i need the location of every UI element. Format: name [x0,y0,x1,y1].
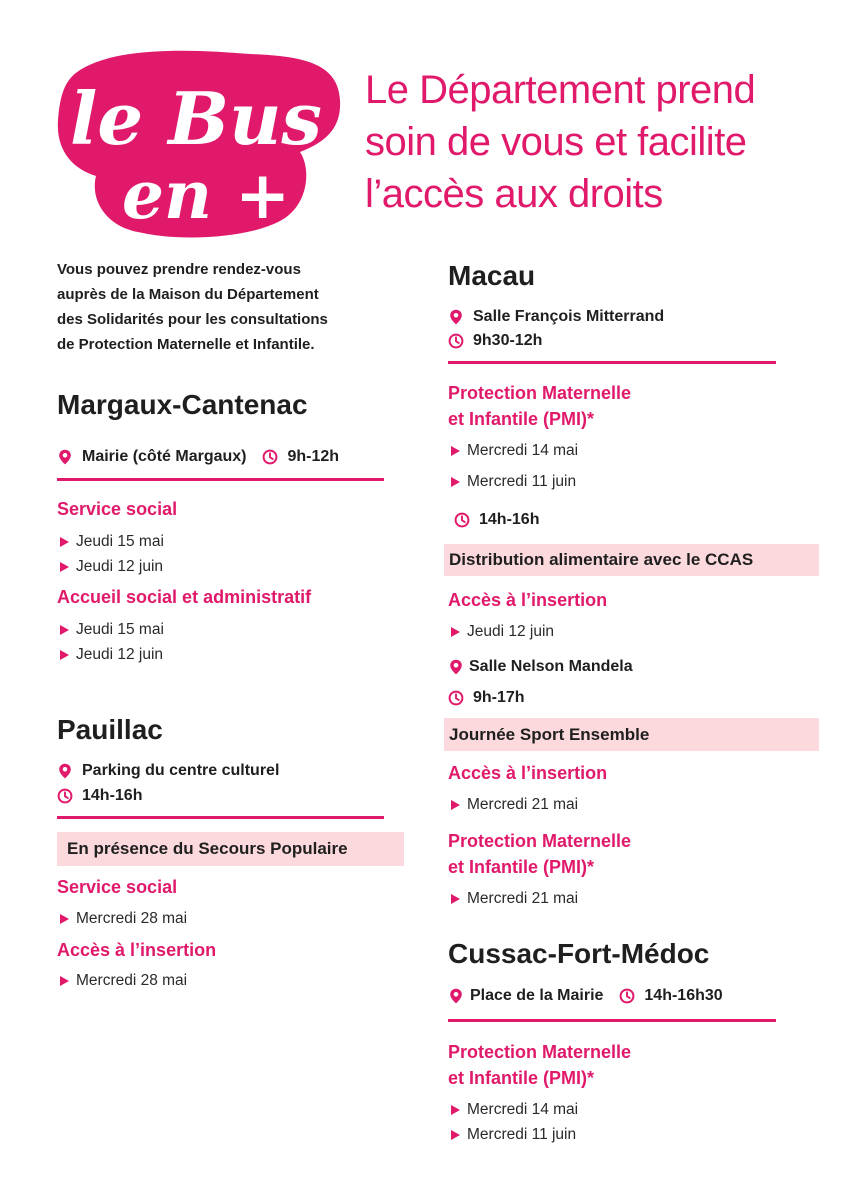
location-line-macau [448,308,664,326]
map-pin-icon [448,309,464,325]
date-item: Mercredi 21 mai [448,796,578,814]
map-pin-icon [448,659,464,675]
headline-line: Le Département prend [365,68,756,112]
highlight-banner: Distribution alimentaire avec le CCAS [444,544,819,576]
triangle-bullet-icon [60,562,69,572]
logo-line1: le Bus [70,76,322,161]
location-line-macau-2 [448,658,633,676]
triangle-bullet-icon [451,477,460,487]
clock-icon [57,788,73,804]
clock-icon [619,988,635,1004]
intro-line: des Solidarités pour les consultations [57,311,328,328]
hours-line-macau-2 [448,689,525,707]
date-item: Mercredi 21 mai [448,890,578,908]
service-title: Accueil social et administratif [57,587,312,607]
intro-text [57,257,387,357]
clock-icon [448,690,464,706]
triangle-bullet-icon [60,537,69,547]
date-item: Mercredi 11 juin [448,1126,576,1144]
date-item: Mercredi 28 mai [57,972,187,990]
intro-line: auprès de la Maison du Département [57,286,319,303]
date-item: Jeudi 12 juin [448,623,554,641]
date-item: Mercredi 28 mai [57,910,187,928]
clock-icon [454,512,470,528]
headline-line: l’accès aux droits [365,172,663,216]
location-name: Parking du centre culturel [82,762,280,779]
logo-line2: en + [122,156,291,234]
date-item: Jeudi 12 juin [57,558,163,576]
location-line-cussac [448,987,723,1005]
triangle-bullet-icon [451,446,460,456]
date-item: Jeudi 15 mai [57,533,164,551]
opening-hours: 14h-16h [82,787,143,804]
opening-hours: 9h30-12h [473,332,543,349]
triangle-bullet-icon [60,650,69,660]
opening-hours: 9h-12h [287,448,340,465]
town-title-cussac: Cussac-Fort-Médoc [448,938,710,969]
date-item: Mercredi 11 juin [448,473,576,491]
triangle-bullet-icon [60,625,69,635]
divider [57,816,384,819]
triangle-bullet-icon [451,1105,460,1115]
location-name: Place de la Mairie [470,987,604,1004]
divider [57,478,384,481]
service-title: Protection Maternelle et Infantile (PMI)* [448,1042,632,1088]
location-name: Salle François Mitterrand [473,308,665,325]
service-title: Accès à l’insertion [448,590,608,610]
hours-line-macau-afternoon [454,511,539,529]
clock-icon [262,449,278,465]
divider [448,1019,776,1022]
location-name: Mairie (côté Margaux) [82,448,247,465]
map-pin-icon [57,763,73,779]
date-item: Jeudi 12 juin [57,646,163,664]
triangle-bullet-icon [451,894,460,904]
triangle-bullet-icon [60,914,69,924]
map-pin-icon [57,449,73,465]
map-pin-icon [448,988,464,1004]
service-title: Protection Maternelle et Infantile (PMI)* [448,383,632,429]
town-title-macau: Macau [448,260,536,291]
highlight-banner: En présence du Secours Populaire [57,832,404,866]
opening-hours: 9h-17h [473,689,525,706]
intro-line: Vous pouvez prendre rendez-vous [57,261,301,278]
service-title: Accès à l’insertion [57,940,217,960]
date-item: Mercredi 14 mai [448,1101,578,1119]
clock-icon [448,333,464,349]
triangle-bullet-icon [451,1130,460,1140]
headline-line: soin de vous et facilite [365,120,747,164]
date-item: Mercredi 14 mai [448,442,578,460]
divider [448,361,776,364]
triangle-bullet-icon [451,800,460,810]
triangle-bullet-icon [60,976,69,986]
town-title-pauillac: Pauillac [57,714,163,745]
bus-logo [50,40,350,245]
service-title: Protection Maternelle et Infantile (PMI)* [448,831,632,877]
headline [365,64,825,220]
triangle-bullet-icon [451,627,460,637]
service-title: Service social [57,499,178,519]
date-item: Jeudi 15 mai [57,621,164,639]
service-title: Service social [57,877,178,897]
town-title-margaux: Margaux-Cantenac [57,389,308,420]
bus-logo-graphic [50,40,350,245]
intro-line: de Protection Maternelle et Infantile. [57,336,315,353]
location-line-margaux [57,448,339,466]
location-line-pauillac [57,762,279,780]
highlight-banner: Journée Sport Ensemble [444,718,819,751]
opening-hours: 14h-16h [479,511,540,528]
service-title: Accès à l’insertion [448,763,608,783]
opening-hours: 14h-16h30 [644,987,723,1004]
hours-line-macau [448,332,542,350]
location-name: Salle Nelson Mandela [469,658,633,675]
hours-line-pauillac [57,787,142,805]
